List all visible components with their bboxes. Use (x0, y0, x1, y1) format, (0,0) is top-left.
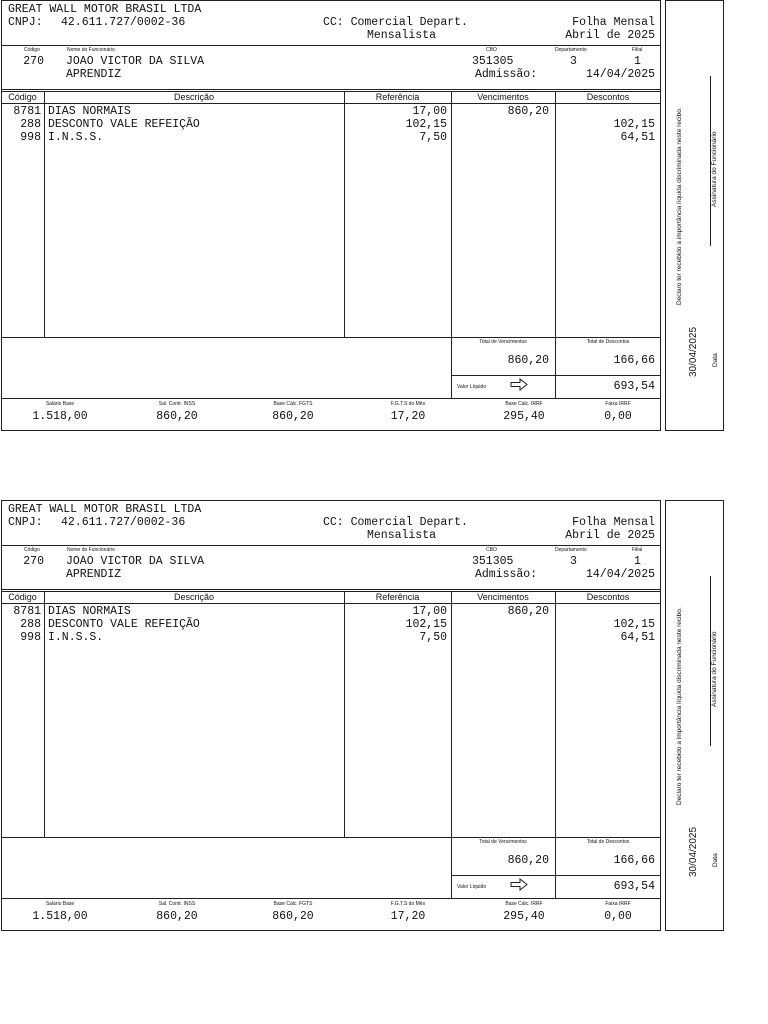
row-description: I.N.S.S. (48, 131, 104, 144)
cbo-value: 351305 (472, 555, 514, 568)
total-deductions: 166,66 (613, 854, 655, 867)
fgts-month-value: 17,20 (390, 910, 426, 923)
row-earnings: 860,20 (507, 605, 549, 618)
column-header-code: Código (8, 592, 37, 602)
branch-label: Filial (632, 547, 643, 553)
table-row (0, 118, 661, 131)
receipt-declaration: Declaro ter recebido a importância líquida discriminada neste recibo. (676, 107, 683, 305)
cost-center-sub: Mensalista (367, 29, 437, 42)
table-row (0, 131, 661, 144)
row-reference: 102,15 (405, 118, 447, 131)
fgts-month-label: F.G.T.S do Mês (390, 401, 426, 407)
company-name: GREAT WALL MOTOR BRASIL LTDA (8, 3, 202, 16)
cbo-label: CBO (486, 547, 497, 553)
payslip (0, 0, 768, 436)
irrf-band-label: Faixa IRRF (605, 401, 631, 407)
receipt-date: 30/04/2025 (688, 826, 699, 877)
employee-role: APRENDIZ (66, 568, 122, 581)
row-reference: 17,00 (412, 605, 447, 618)
column-header-deductions: Descontos (586, 92, 630, 102)
fgts-base-value: 860,20 (272, 910, 314, 923)
cost-center-sub: Mensalista (367, 529, 437, 542)
department-label: Departamento (555, 47, 587, 53)
employee-code-label: Código (24, 547, 40, 553)
irrf-band-value: 0,00 (604, 910, 632, 923)
irrf-band-value: 0,00 (604, 410, 632, 423)
irrf-base-label: Base Cálc. IRRF (505, 401, 543, 407)
fgts-base-label: Base Cálc. FGTS (273, 401, 313, 407)
total-deductions-label: Total de Descontos (586, 339, 630, 345)
admission-date: 14/04/2025 (585, 68, 655, 81)
admission-label: Admissão: (475, 568, 538, 581)
employee-code: 270 (23, 55, 44, 68)
row-deductions: 64,51 (620, 631, 655, 644)
receipt-declaration: Declaro ter recebido a importância líquida discriminada neste recibo. (676, 607, 683, 805)
cnpj-value: 42.611.727/0002-36 (61, 16, 186, 29)
total-earnings: 860,20 (507, 354, 549, 367)
table-body (0, 605, 661, 644)
net-value-label: Valor Líquido (457, 884, 487, 890)
net-value: 693,54 (613, 380, 655, 393)
employee-name-label: Nome do Funcionário (67, 547, 115, 553)
table-row (0, 618, 661, 631)
row-description: DESCONTO VALE REFEIÇÃO (48, 118, 200, 131)
irrf-base-value: 295,40 (503, 410, 545, 423)
irrf-base-value: 295,40 (503, 910, 545, 923)
row-reference: 102,15 (405, 618, 447, 631)
net-value: 693,54 (613, 880, 655, 893)
base-salary-value: 1.518,00 (32, 910, 88, 923)
right-arrow-icon (510, 878, 528, 891)
employee-name: JOAO VICTOR DA SILVA (66, 555, 205, 568)
row-deductions: 102,15 (613, 618, 655, 631)
total-deductions: 166,66 (613, 354, 655, 367)
column-header-code: Código (8, 92, 37, 102)
inss-label: Sal. Contr. INSS (158, 401, 196, 407)
base-salary-label: Salário Base (45, 401, 75, 407)
employee-role: APRENDIZ (66, 68, 122, 81)
date-label: Data (712, 853, 719, 867)
date-label: Data (712, 353, 719, 367)
signature-label: Assinatura do Funcionário (711, 131, 718, 207)
payslip (0, 500, 768, 936)
row-code: 288 (20, 118, 41, 131)
row-code: 288 (20, 618, 41, 631)
receipt-date: 30/04/2025 (688, 326, 699, 377)
total-earnings-label: Total de Vencimentos (479, 339, 527, 345)
row-code: 8781 (13, 105, 41, 118)
row-description: DIAS NORMAIS (48, 105, 131, 118)
irrf-band-label: Faixa IRRF (605, 901, 631, 907)
cnpj-value: 42.611.727/0002-36 (61, 516, 186, 529)
branch-value: 1 (634, 55, 641, 68)
row-code: 8781 (13, 605, 41, 618)
branch-value: 1 (634, 555, 641, 568)
department-label: Departamento (555, 547, 587, 553)
inss-value: 860,20 (156, 410, 198, 423)
column-header-earnings: Vencimentos (477, 92, 529, 102)
cnpj-label: CNPJ: (8, 16, 43, 29)
inss-label: Sal. Contr. INSS (158, 901, 196, 907)
row-deductions: 102,15 (613, 118, 655, 131)
branch-label: Filial (632, 47, 643, 53)
row-description: I.N.S.S. (48, 631, 104, 644)
total-earnings-label: Total de Vencimentos (479, 839, 527, 845)
base-salary-label: Salário Base (45, 901, 75, 907)
base-salary-value: 1.518,00 (32, 410, 88, 423)
fgts-month-label: F.G.T.S do Mês (390, 901, 426, 907)
row-description: DIAS NORMAIS (48, 605, 131, 618)
cost-center: CC: Comercial Depart. (323, 516, 468, 529)
row-deductions: 64,51 (620, 131, 655, 144)
column-header-description: Descrição (173, 592, 214, 602)
department-value: 3 (570, 555, 577, 568)
payroll-period: Abril de 2025 (565, 529, 655, 542)
payroll-period: Abril de 2025 (565, 29, 655, 42)
column-header-reference: Referência (375, 92, 420, 102)
employee-name-label: Nome do Funcionário (67, 47, 115, 53)
total-deductions-label: Total de Descontos (586, 839, 630, 845)
row-earnings: 860,20 (507, 105, 549, 118)
company-name: GREAT WALL MOTOR BRASIL LTDA (8, 503, 202, 516)
net-value-label: Valor Líquido (457, 384, 487, 390)
cost-center: CC: Comercial Depart. (323, 16, 468, 29)
admission-label: Admissão: (475, 68, 538, 81)
employee-code: 270 (23, 555, 44, 568)
cbo-value: 351305 (472, 55, 514, 68)
total-earnings: 860,20 (507, 854, 549, 867)
fgts-base-value: 860,20 (272, 410, 314, 423)
inss-value: 860,20 (156, 910, 198, 923)
cbo-label: CBO (486, 47, 497, 53)
cnpj-label: CNPJ: (8, 516, 43, 529)
fgts-month-value: 17,20 (390, 410, 426, 423)
right-arrow-icon (510, 378, 528, 391)
row-code: 998 (20, 131, 41, 144)
table-body (0, 105, 661, 144)
table-row (0, 105, 661, 118)
column-header-deductions: Descontos (586, 592, 630, 602)
department-value: 3 (570, 55, 577, 68)
column-header-earnings: Vencimentos (477, 592, 529, 602)
payroll-type: Folha Mensal (572, 16, 655, 29)
row-reference: 17,00 (412, 105, 447, 118)
row-reference: 7,50 (419, 131, 447, 144)
row-description: DESCONTO VALE REFEIÇÃO (48, 618, 200, 631)
payroll-type: Folha Mensal (572, 516, 655, 529)
row-reference: 7,50 (419, 631, 447, 644)
signature-label: Assinatura do Funcionário (711, 631, 718, 707)
column-header-reference: Referência (375, 592, 420, 602)
table-row (0, 631, 661, 644)
admission-date: 14/04/2025 (585, 568, 655, 581)
column-header-description: Descrição (173, 92, 214, 102)
employee-name: JOAO VICTOR DA SILVA (66, 55, 205, 68)
fgts-base-label: Base Cálc. FGTS (273, 901, 313, 907)
employee-code-label: Código (24, 47, 40, 53)
row-code: 998 (20, 631, 41, 644)
irrf-base-label: Base Cálc. IRRF (505, 901, 543, 907)
table-row (0, 605, 661, 618)
